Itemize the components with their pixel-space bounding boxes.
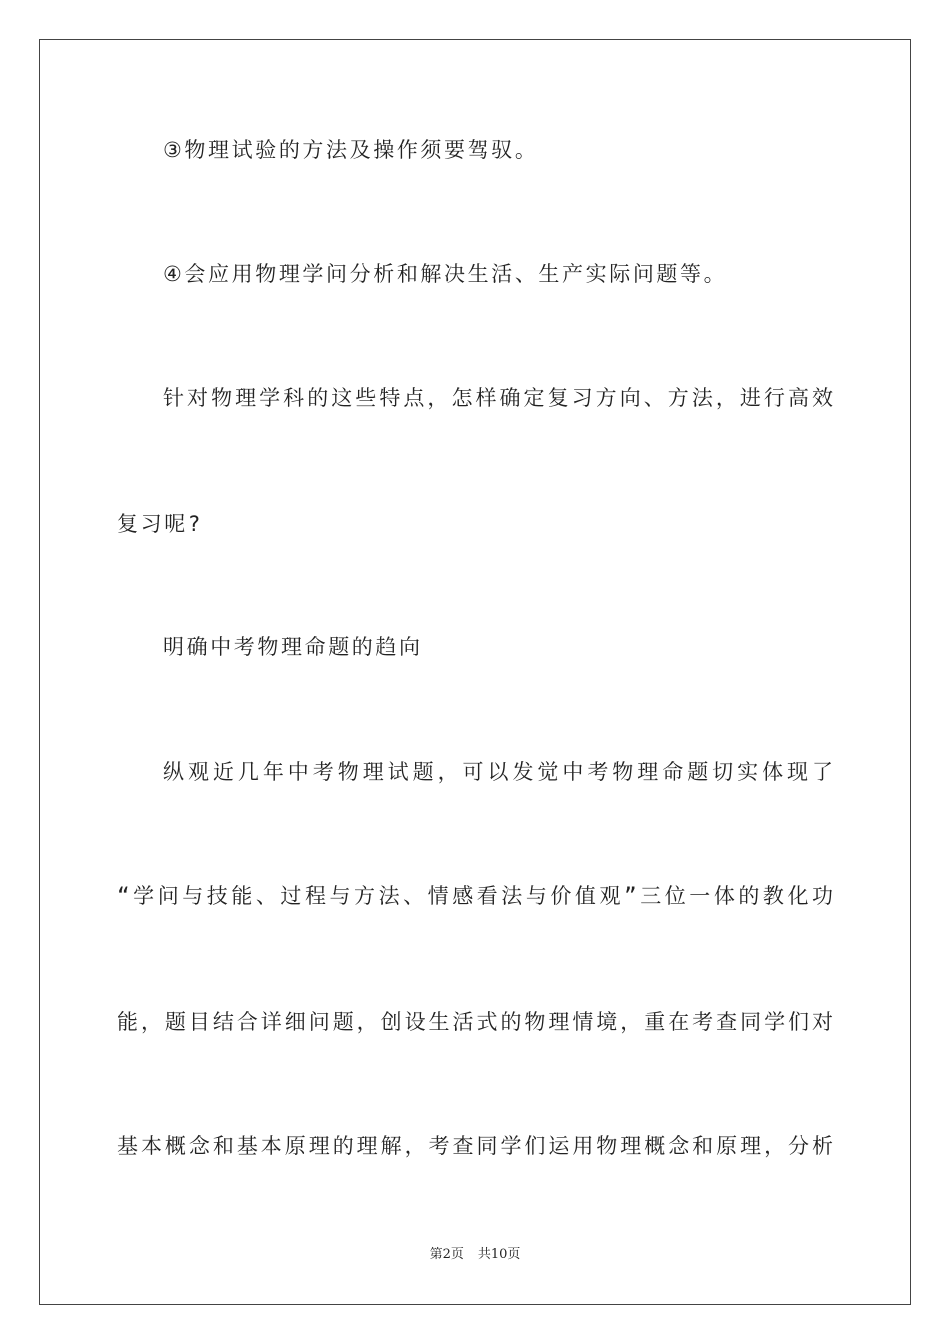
text-line-8: 能，题目结合详细问题，创设生活式的物理情境，重在考查同学们对 xyxy=(117,1010,833,1034)
page-footer xyxy=(0,1246,950,1264)
text-line-2: ④会应用物理学问分析和解决生活、生产实际问题等。 xyxy=(163,262,728,286)
text-line-9: 基本概念和基本原理的理解，考查同学们运用物理概念和原理，分析 xyxy=(117,1134,833,1158)
text-line-4: 复习呢? xyxy=(117,512,204,536)
page-number: 第2页 xyxy=(429,1247,464,1262)
text-line-1: ③物理试验的方法及操作须要驾驭。 xyxy=(163,138,539,162)
text-line-7: “学问与技能、过程与方法、情感看法与价值观”三位一体的教化功 xyxy=(117,884,833,908)
text-line-3: 针对物理学科的这些特点，怎样确定复习方向、方法，进行高效 xyxy=(163,386,833,410)
page-frame xyxy=(39,39,911,1305)
text-line-6: 纵观近几年中考物理试题，可以发觉中考物理命题切实体现了 xyxy=(163,760,833,784)
section-heading: 明确中考物理命题的趋向 xyxy=(163,635,423,659)
total-pages: 共10页 xyxy=(477,1247,521,1262)
